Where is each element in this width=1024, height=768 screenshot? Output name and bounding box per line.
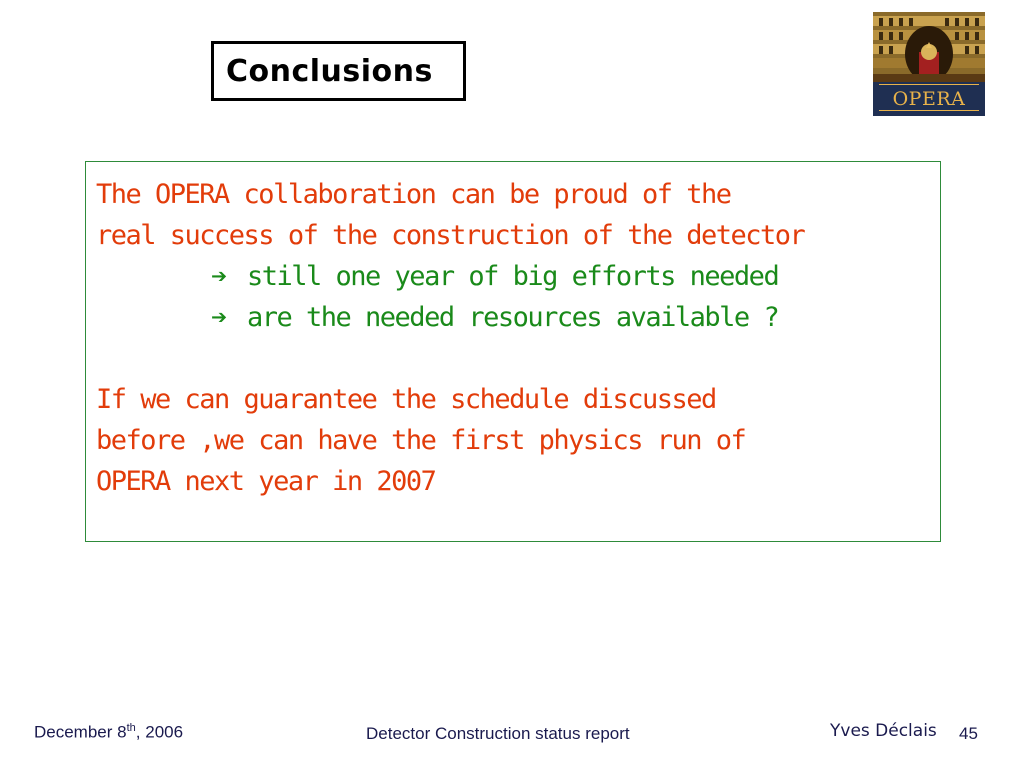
paragraph1-line-1: The OPERA collaboration can be proud of the	[96, 179, 731, 210]
slide-title: Conclusions	[226, 53, 433, 89]
paragraph2-line-1: If we can guarantee the schedule discussed	[96, 384, 716, 415]
arrow-right-icon: ➔	[211, 302, 226, 333]
arrow-right-icon: ➔	[211, 261, 226, 292]
footer-date	[34, 722, 183, 743]
content-box	[85, 161, 941, 542]
bullet-item	[96, 256, 940, 297]
bullet-text: are the needed resources available ?	[247, 302, 779, 333]
page-number: 45	[959, 724, 978, 743]
logo-text: OPERA	[892, 88, 966, 110]
footer-date-prefix: December 8	[34, 722, 127, 742]
footer-date-suffix: , 2006	[135, 722, 184, 742]
opera-logo	[873, 12, 985, 116]
paragraph1-line-2: real success of the construction of the detector	[96, 220, 805, 251]
bullet-text: still one year of big efforts needed	[247, 261, 779, 292]
paragraph-spacer	[96, 338, 940, 379]
footer-author: Yves Déclais	[830, 721, 937, 741]
footer-title: Detector Construction status report	[366, 724, 630, 743]
paragraph2-line-2: before ,we can have the first physics run of	[96, 425, 746, 456]
paragraph2-line-3: OPERA next year in 2007	[96, 466, 436, 497]
title-box	[211, 41, 466, 101]
bullet-item	[96, 297, 940, 338]
footer-date-sup: th	[126, 722, 136, 734]
